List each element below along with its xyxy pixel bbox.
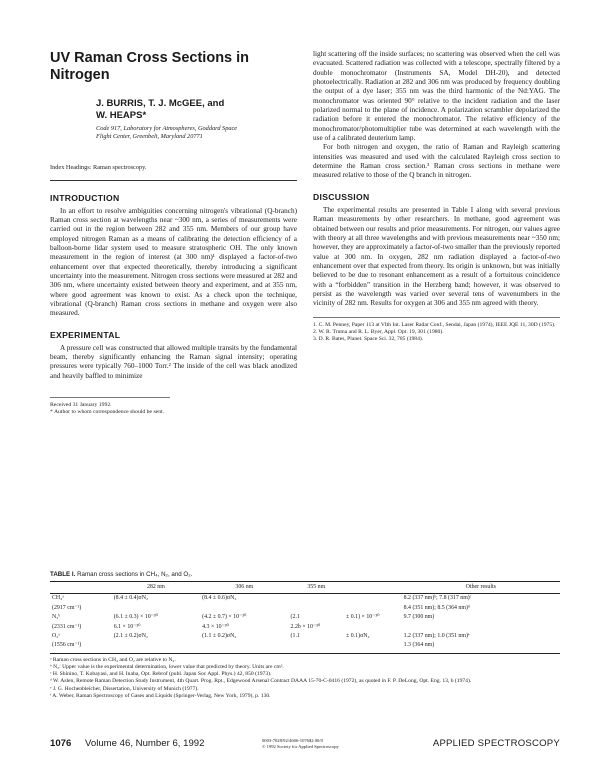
table-cell [200,641,288,653]
table-cell: (8.4 ± 0.6)σN₂ [202,595,237,602]
table-cell [344,641,402,653]
table-cell: 9.7 (300 nm) [403,614,435,621]
table-cell [200,604,288,613]
left-column [50,50,297,417]
divider [50,180,297,181]
table-cell: 8.2 (337 nm)ᵇ; 7.8 (317 nm)ᶜ [403,595,472,602]
right-column [313,50,560,343]
authors [96,98,297,122]
article-title: UV Raman Cross Sections in Nitrogen [50,50,250,83]
table-cell: (8.4 ± 0.4)σN₂ [113,595,148,602]
article-notes [50,397,170,417]
experimental-heading: EXPERIMENTAL [50,329,121,340]
table-row [50,594,560,604]
table-footnote: ᵉ J. G. Hochenbleicher, Dissertation, University of Munich (1977). [50,685,199,692]
cross-section-table [50,581,560,654]
affiliation: Code 917, Laboratory for Atmospheres, Goddard Space Flight Center, Greenbelt, Maryland 20771 [96,125,238,141]
table-cell: 6.1 × 10⁻³⁰ [113,623,141,630]
table-cell: (6.1 ± 0.3) × 10⁻³⁰ [113,614,158,621]
authors-line-1: J. BURRIS, T. J. McGEE, and [96,98,225,109]
table-row [50,604,560,613]
table-cell: (1556 cm⁻¹) [50,641,112,653]
table-cell: (2.1 ± 0.2)σN₂ [113,633,148,640]
table-footnote: ᵇ N₂: Upper value is the experimental determination, lower value that predicted by theory. Units are cm². [50,664,284,671]
index-headings: Index Headings: Raman spectroscopy. [50,163,147,171]
received-date: Received 31 January 1992. [50,402,112,409]
reference-item: 1. C. M. Penney, Paper 113 at VIth Int. Laser Radar Conf., Sendai, Japan (1974), IEEE JQE 11, 30D (1975). [313,321,556,328]
volume-info: Volume 46, Number 6, 1992 [85,738,205,749]
discussion-heading: DISCUSSION [313,191,370,202]
table-row [50,623,560,632]
experimental-text: A pressure cell was constructed that allowed multiple transits by the fundamental beam, thereby significantly enhancing the Raman signal intensity; operating pressures were typically 760–1000 Torr.² The inside of the cell was black anodized and heavily baffled to minimize [50,343,297,380]
table-cell: (2331 cm⁻¹) [52,623,82,630]
table-caption [50,571,560,578]
table-header-cell [344,582,402,594]
correspondence-note: * Author to whom correspondence should be sent. [50,409,165,416]
table-cell: O₂ᵃ [52,633,60,640]
table-cell [289,594,345,604]
table-cell: (1.1 ± 0.2)σN₂ [202,633,237,640]
authors-line-2: W. HEAPS* [96,110,147,121]
table-cell: ± 0.1) × 10⁻³⁰ [346,614,380,621]
table-caption-label: TABLE I. [50,571,76,578]
experimental-text-continued: light scattering off the inside surfaces; no scattering was observed when the cell was evacuated. Scattered radiation was collected with a telescope, spectrally filtered by a double monochromator (Instruments SA, Model DH-20), and detected photoelectrically. Radiation at 282 and 306 nm was produced by frequency doubling the output of a dye laser; 355 nm was the third harmonic of the Nd:YAG. The monochromator was oriented 90° relative to the incident radiation and the laser polarized normal to the plane of incidence. A polarization scrambler depolarized the radiation before it entered the monochromator. The relative efficiency of the monochromator/photomultiplier tube was determined at each wavelength with the use of a calibrated deuterium lamp. [313,50,560,143]
table-cell: CH₄ᵃ [52,595,64,602]
table-cell [289,604,345,613]
table-footnote: ᶜ H. Shinino, T. Kobayasi, and H. Inaba, Opt. Rebrof (publ. Japan Soc Appl. Phys.) 42, 850 (1973). [50,671,272,678]
table-cell [289,641,345,653]
page-footer [50,738,560,752]
table-row [50,613,560,622]
table-block [50,571,560,700]
table-cell: 2.2b × 10⁻³⁰ [290,623,321,630]
introduction-heading: INTRODUCTION [50,192,120,203]
table-header-cell: 306 nm [200,582,288,594]
table-row [50,632,560,641]
experimental-text-paragraph-2: For both nitrogen and oxygen, the ratio of Raman and Rayleigh scattering intensities was measured and used with the calculated Rayleigh cross section to determine the Raman cross section.³ Raman cross sections in methane were measured relative to those of the Q branch in nitrogen. [313,143,560,180]
table-cell: 1.3 (364 nm) [402,641,560,653]
reference-item: 2. W. R. Trutna and R. L. Byer, Appl. Opt. 19, 301 (1980). [313,328,444,335]
table-cell [402,623,560,632]
table-header-row [50,582,560,594]
introduction-text: In an effort to resolve ambiguities concerning nitrogen's vibrational (Q-branch) Raman cross section at wavelengths near ~300 nm, a series of measurements were carried out in the region between 282 and 355 nm. Members of our group have employed nitrogen Raman as a means of calibrating the detection efficiency of a balloon-borne lidar system used to measure stratospheric OH. The only known measurement in the region of interest (at 300 nm)¹ displayed a factor-of-two enhancement over that expected theoretically, thereby introducing a significant uncertainty into the measurement. Nitrogen cross sections were measured at 282 and 306 nm, where uncertainty existed between theory and experiment, and at 355 nm, where good agreement was known to exist. As a check upon the technique, vibrational (Q-branch) Raman cross sections in methane and oxygen were also measured. [50,206,297,318]
table-cell [344,604,402,613]
table-cell: 1.2 (337 nm); 1.0 (351 nm)ᵉ [403,633,470,640]
discussion-text: The experimental results are presented in Table I along with several previous Raman measurements by other researchers. In methane, good agreement was obtained between our results and prior measurements. For nitrogen, our values agree with theory at all three wavelengths and with previous measurements near ~350 nm; however, they are approximately a factor-of-two smaller than the previously reported value at 300 nm. In oxygen, 282 nm radiation displayed a factor-of-two enhancement over that expected from theory. Its origin is unknown, but was initially believed to be due to resonant enhancement as a result of a fortuitous coincidence with a “forbidden” transition in the Herzberg band; however, it was observed to persist as the wavelength was varied over several tens of wavenumbers in the vicinity of 282 nm. Results for oxygen at 306 and 355 nm agreed with theory. [313,205,560,308]
table-cell: (2917 cm⁻¹) [52,604,82,611]
table-header-cell: 355 nm [289,582,345,594]
table-cell: (2.1 [290,614,300,621]
publication-code-line-1: 0003-7028/92/4606-1076$2.00/0 [262,738,323,743]
table-caption-text: Raman cross sections in CH₄, N₂, and O₂. [77,571,193,578]
table-cell [112,641,200,653]
table-cell: (1.1 [290,633,300,640]
table-cell: N₂ᵇ [52,614,61,621]
table-header-cell: Other results [402,582,560,594]
table-cell [344,623,402,632]
publication-code-line-2: © 1992 Society for Applied Spectroscopy [262,743,339,749]
table-footnotes [50,657,560,700]
table-cell: 4.3 × 10⁻³⁰ [202,623,229,630]
table-row [50,641,560,653]
table-cell: 8.4 (351 nm); 8.5 (364 nm)ᵈ [403,604,470,611]
table-footnote: ᵈ W. Aslen, Remote Raman Detection Study Instrument, 4th Quart. Prog. Rpt., Edgewood Arsenal Contract DAAA 15-70-C-0416 (1972), as quoted in F. P. DeLong, Opt. Eng. 13, h (1974). [50,678,472,685]
table-cell [112,604,200,613]
table-cell: (4.2 ± 0.7) × 10⁻³⁰ [202,614,247,621]
table-header-cell: 282 nm [112,582,200,594]
table-header-cell [50,582,112,594]
table-footnote: ᶠ A. Weber, Raman Spectroscopy of Gases and Liquids (Springer-Verlag, New York, 1979), p. 130. [50,692,271,699]
references [313,317,560,344]
page-number: 1076 [50,738,72,749]
journal-name: APPLIED SPECTROSCOPY [432,738,560,749]
table-cell: ± 0.1)σN₂ [346,633,370,640]
table-footnote: ᵃ Raman cross sections in CH₄ and O₂ are relative to N₂. [50,656,176,663]
table-cell [344,594,402,604]
publication-code [262,738,372,749]
reference-item: 3. D. R. Bates, Planet. Space Sci. 32, 785 (1984). [313,336,424,342]
